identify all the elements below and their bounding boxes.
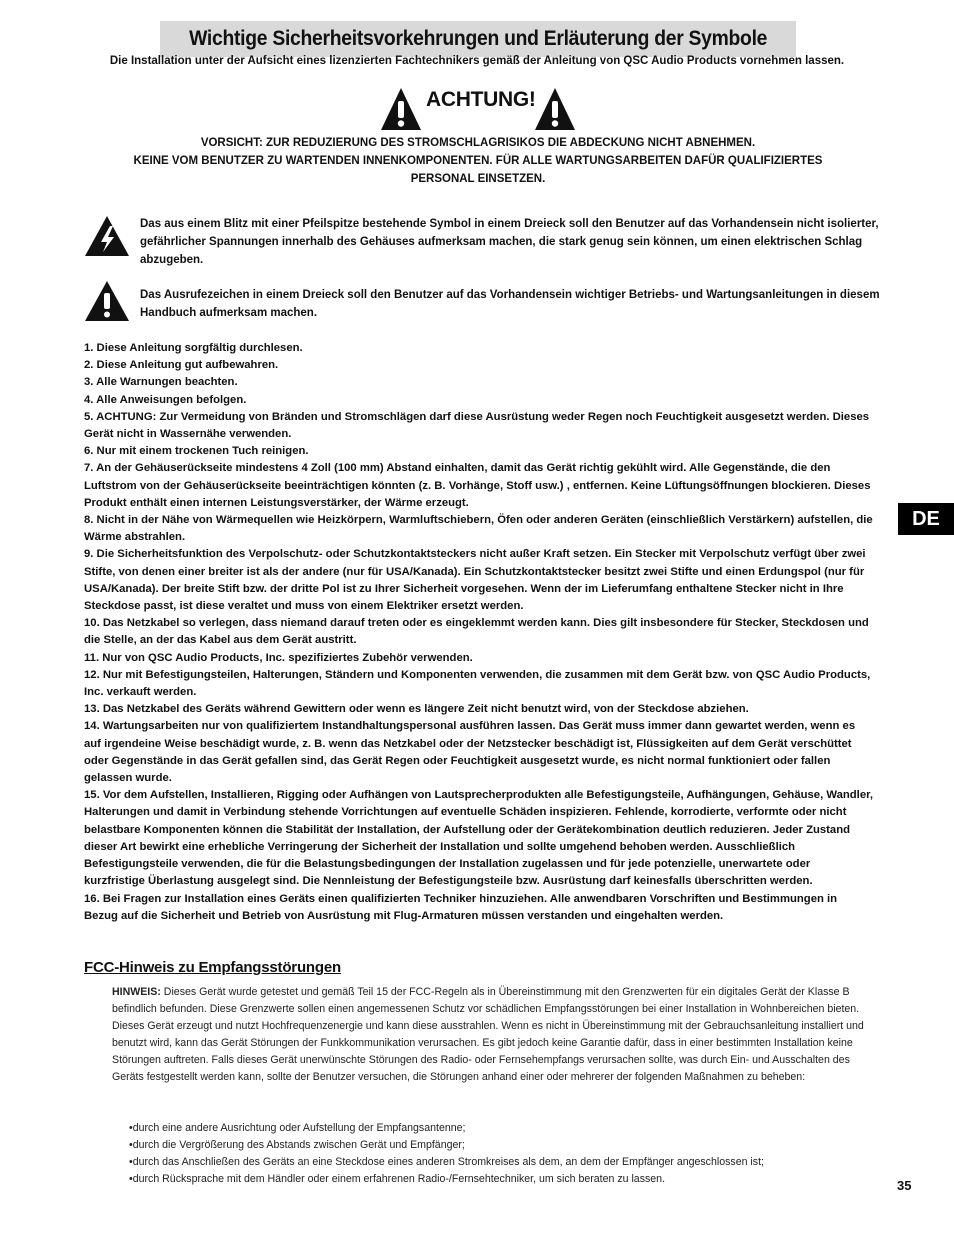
rule-item: 3. Alle Warnungen beachten. [84, 376, 238, 389]
page-subtitle: Die Installation unter der Aufsicht eines lizenzierten Fachtechnikers gemäß der Anleitung von QSC Audio Products vornehmen lassen. [109, 55, 845, 67]
rule-item: 5. ACHTUNG: Zur Vermeidung von Bränden und Stromschlägen darf diese Ausrüstung weder Regen noch Feuchtigkeit ausgesetzt werden. Dieses Gerät nicht in Wassernähe verwenden. [84, 410, 870, 441]
fcc-notice [112, 984, 864, 1087]
caution-line: PERSONAL EINSETZEN. [410, 173, 546, 185]
page-number: 35 [897, 1178, 912, 1193]
rule-item: 1. Diese Anleitung sorgfältig durchlesen. [84, 342, 303, 354]
rule-item: 11. Nur von QSC Audio Products, Inc. spezifiziertes Zubehör verwenden. [84, 651, 473, 664]
caution-line: VORSICHT: ZUR REDUZIERUNG DES STROMSCHLAGRISIKOS DIE ABDECKUNG NICHT ABNEHMEN. [200, 137, 756, 149]
rule-item: 6. Nur mit einem trockenen Tuch reinigen. [84, 445, 309, 458]
achtung-label: ACHTUNG! [426, 88, 536, 111]
caution-text [90, 134, 866, 188]
language-tab: DE [898, 503, 954, 535]
rule-item: 16. Bei Fragen zur Installation eines Geräts einen qualifizierten Techniker hinzuziehen. Alle anwendbaren Vorschriften und Bestimmungen in Bezug auf die Sicherheit und Betrieb von Ausrüstung mit Flug-Armaturen müssen verstanden und eingehalten werden. [84, 892, 838, 922]
list-item: •durch Rücksprache mit dem Händler oder einem erfahrenen Radio-/Fernsehtechniker, um sich beraten zu lassen. [129, 1173, 666, 1186]
warning-triangle-icon [534, 86, 576, 132]
exclamation-symbol-text: Das Ausrufezeichen in einem Dreieck soll den Benutzer auf das Vorhandensein wichtiger Betriebs- und Wartungsanleitungen in diesem Handbuch aufmerksam machen. [140, 289, 880, 319]
fcc-body-text: Dieses Gerät wurde getestet und gemäß Teil 15 der FCC-Regeln als in Übereinstimmung mit den Grenzwerten für ein digitales Gerät der Klasse B befindlich befunden. Diese Grenzwerte sollen einen angemessenen Schutz vor schädlichen Empfangsstörungen bei einer Installation in Wohnbereichen bieten. Dieses Gerät erzeugt und nutzt Hochfrequenzenergie und kann diese ausstrahlen. Wenn es nicht in Übereinstimmung mit der Gebrauchsanleitung installiert und benutzt wird, kann das Gerät Störungen der Funkkommunikation verursachen. Es gibt jedoch keine Garantie dafür, dass in einer bestimmten Installation keine Störungen auftreten. Falls dieses Gerät unerwünschte Störungen des Radio- oder Fernsehempfangs verursachen sollte, was durch Ein- und Ausschalten des Geräts festgestellt werden kann, sollte der Benutzer versuchen, die Störungen anhand einer oder mehrerer der folgenden Maßnahmen zu beheben: [112, 986, 864, 1084]
rule-item: 8. Nicht in der Nähe von Wärmequellen wie Heizkörpern, Warmluftschiebern, Öfen oder anderen Geräten (einschließlich Verstärkern) aufstellen, die Wärme abstrahlen. [84, 514, 873, 544]
rule-item: 2. Diese Anleitung gut aufbewahren. [84, 359, 279, 372]
rule-item: 9. Die Sicherheitsfunktion des Verpolschutz- oder Schutzkontaktsteckers nicht außer Kraft setzen. Ein Stecker mit Verpolschutz verfügt über zwei Stifte, von denen einer breiter ist als der andere (nur für USA/Kanada). Ein Schutzkontaktstecker besitzt zwei Stifte und einen Erdungspol (nur für USA/Kanada). Der breite Stift bzw. der dritte Pol ist zu Ihrer Sicherheit vorgesehen. Wenn der im Lieferumfang enthaltene Stecker nicht in Ihre Steckdose passt, ist diese veraltet und muss von einem Elektriker ersetzt werden. [84, 548, 866, 613]
list-item: •durch eine andere Ausrichtung oder Aufstellung der Empfangsantenne; [129, 1122, 466, 1134]
fcc-heading: FCC-Hinweis zu Empfangsstörungen [84, 959, 341, 976]
achtung-heading [380, 86, 580, 134]
list-item: •durch das Anschließen des Geräts an eine Steckdose eines anderen Stromkreises als dem, an dem der Empfänger angeschlossen ist; [129, 1156, 764, 1169]
title-bar [160, 21, 796, 57]
rule-item: 7. An der Gehäuserückseite mindestens 4 Zoll (100 mm) Abstand einhalten, damit das Gerät richtig gekühlt wird. Alle Gegenstände, die den Luftstrom von der Gehäuserückseite beeinträchtigen könnten (z. B. Vorhänge, Stoff usw.) , entfernen. Keine Lüftungsöffnungen blockieren. Dieses Produkt enthält einen internen Leistungsverstärker, der Wärme erzeugt. [84, 462, 871, 509]
lightning-warning-icon [84, 215, 130, 257]
rule-item: 14. Wartungsarbeiten nur von qualifiziertem Instandhaltungspersonal ausführen lassen. Das Gerät muss immer dann gewartet werden, wenn es auf irgendeine Weise beschädigt wurde, z. B. wenn das Netzkabel oder der Netzstecker beschädigt ist, Flüssigkeiten auf dem Gerät verschüttet oder Gegenstände in das Gerät gefallen sind, das Gerät Regen oder Feuchtigkeit ausgesetzt wurde, es nicht normal funktioniert oder fallen gelassen wurde. [84, 720, 856, 785]
safety-rules-list [84, 340, 874, 925]
warning-triangle-icon [380, 86, 422, 132]
fcc-label: HINWEIS: [112, 986, 161, 998]
rule-item: 13. Das Netzkabel des Geräts während Gewittern oder wenn es längere Zeit nicht benutzt wird, von der Steckdose abziehen. [84, 703, 749, 716]
rule-item: 12. Nur mit Befestigungsteilen, Halterungen, Ständern und Komponenten verwenden, die zusammen mit dem Gerät bzw. von QSC Audio Products, Inc. verkauft werden. [84, 668, 871, 699]
rule-item: 4. Alle Anweisungen befolgen. [84, 393, 247, 406]
fcc-measures-list [129, 1120, 869, 1188]
exclamation-warning-icon [84, 280, 130, 322]
list-item: •durch die Vergrößerung des Abstands zwischen Gerät und Empfänger; [129, 1139, 465, 1152]
lightning-symbol-text: Das aus einem Blitz mit einer Pfeilspitze bestehende Symbol in einem Dreieck soll den Benutzer auf das Vorhandensein nicht isolierter, gefährlicher Spannungen innerhalb des Gehäuses aufmerksam machen, die stark genug sein können, um einen elektrischen Schlag abzugeben. [140, 218, 879, 266]
caution-line: KEINE VOM BENUTZER ZU WARTENDEN INNENKOMPONENTEN. FÜR ALLE WARTUNGSARBEITEN DAFÜR QUALIFIZIERTES [133, 155, 823, 167]
rule-item: 10. Das Netzkabel so verlegen, dass niemand darauf treten oder es eingeklemmt werden kann. Dies gilt insbesondere für Stecker, Steckdosen und die Stelle, an der das Kabel aus dem Gerät austritt. [84, 617, 869, 647]
page-title: Wichtige Sicherheitsvorkehrungen und Erläuterung der Symbole [188, 27, 767, 50]
rule-item: 15. Vor dem Aufstellen, Installieren, Rigging oder Aufhängen von Lautsprecherprodukten alle Befestigungsteile, Aufhängungen, Gehäuse, Wandler, Halterungen und damit in Verbindung stehende Vorrichtungen auf eventuelle Schäden inspizieren. Fehlende, korrodierte, verformte oder nicht belastbare Komponenten können die Stabilität der Installation, der Aufstellung oder der Gerätekombination deutlich reduzieren. Jeder Zustand dieser Art bewirkt eine erhebliche Verringerung der Sicherheit der Installation und sollte umgehend behoben werden. Ausschließlich Befestigungsteile verwenden, die für die Belastungsbedingungen der Installation zugelassen und für jede potenzielle, unerwartete oder kurzfristige Überlastung ausgelegt sind. Die Nennleistung der Befestigungsteile bzw. Ausrüstung darf keinesfalls überschritten werden. [84, 789, 874, 888]
